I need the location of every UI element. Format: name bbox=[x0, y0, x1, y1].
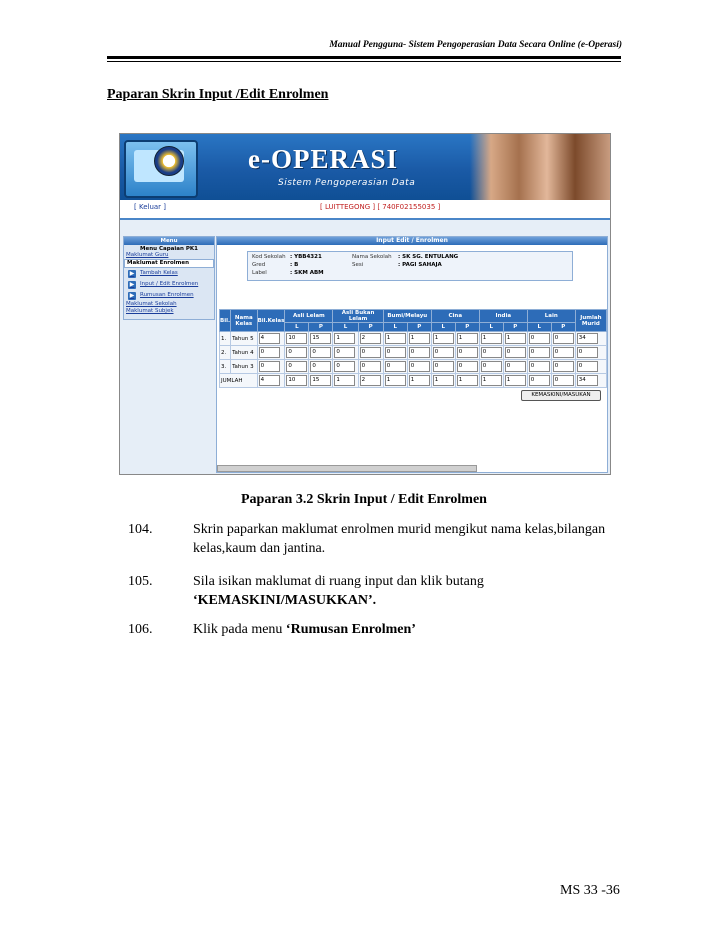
banner-photo bbox=[470, 134, 610, 200]
menu-capaian: Menu Capaian PK1 bbox=[140, 246, 198, 252]
total-value: 1 bbox=[505, 375, 526, 386]
col-bumi-melayu: Bumi/Melayu bbox=[383, 310, 431, 323]
enrolmen-input[interactable]: 0 bbox=[505, 361, 526, 372]
col-bil-kelas: Bil.Kelas bbox=[257, 310, 285, 332]
side-menu bbox=[123, 236, 215, 320]
cell-kelas: Tahun 4 bbox=[231, 346, 258, 360]
cell-kelas: Tahun 3 bbox=[231, 360, 258, 374]
menu-item-guru[interactable]: Maklumat Guru bbox=[126, 252, 169, 258]
enrolmen-input[interactable]: 0 bbox=[310, 361, 331, 372]
cell-bil: 1. bbox=[220, 332, 231, 346]
menu-sub-input-edit[interactable] bbox=[124, 279, 214, 290]
total-label: JUMLAH bbox=[220, 374, 258, 388]
enrolmen-input[interactable]: 0 bbox=[360, 347, 381, 358]
enrolmen-input[interactable]: 0 bbox=[433, 347, 454, 358]
input-cell bbox=[455, 374, 479, 388]
col-l: L bbox=[333, 323, 358, 332]
menu-item-sekolah[interactable]: Maklumat Sekolah bbox=[126, 301, 177, 307]
input-cell bbox=[527, 360, 551, 374]
enrolmen-input[interactable]: 0 bbox=[457, 361, 478, 372]
input-cell bbox=[257, 346, 285, 360]
enrolmen-input[interactable]: 0 bbox=[529, 333, 550, 344]
col-p: P bbox=[309, 323, 333, 332]
input-cell bbox=[358, 360, 383, 374]
label-value: : SKM ABM bbox=[290, 270, 324, 276]
gred-label: Gred bbox=[252, 262, 266, 268]
enrolmen-input[interactable]: 10 bbox=[286, 333, 307, 344]
step-text-bold: ‘Rumusan Enrolmen’ bbox=[285, 622, 416, 637]
col-l: L bbox=[285, 323, 309, 332]
table-row bbox=[220, 332, 607, 346]
enrolmen-input[interactable]: 34 bbox=[577, 333, 598, 344]
app-subtitle: Sistem Pengoperasian Data bbox=[278, 178, 416, 188]
input-cell bbox=[309, 332, 333, 346]
col-jumlah-murid: Jumlah Murid bbox=[575, 310, 606, 332]
input-cell bbox=[503, 346, 527, 360]
input-cell bbox=[431, 360, 455, 374]
input-cell bbox=[575, 332, 606, 346]
enrolmen-input[interactable]: 0 bbox=[334, 347, 355, 358]
enrolmen-panel bbox=[216, 236, 608, 473]
input-cell bbox=[383, 332, 407, 346]
gred-value: : B bbox=[290, 262, 299, 268]
col-asli-lelam: Asli Lelam bbox=[285, 310, 333, 323]
input-cell bbox=[551, 374, 575, 388]
input-cell bbox=[479, 374, 503, 388]
total-value: 2 bbox=[360, 375, 381, 386]
menu-sub-tambah-kelas[interactable] bbox=[124, 268, 214, 279]
input-cell bbox=[257, 374, 285, 388]
col-p: P bbox=[455, 323, 479, 332]
col-cina: Cina bbox=[431, 310, 479, 323]
cell-bil: 2. bbox=[220, 346, 231, 360]
cell-bil: 3. bbox=[220, 360, 231, 374]
cell-kelas: Tahun 5 bbox=[231, 332, 258, 346]
section-title: Paparan Skrin Input /Edit Enrolmen bbox=[107, 87, 329, 102]
input-cell bbox=[575, 360, 606, 374]
step-text: Skrin paparkan maklumat enrolmen murid mengikut nama kelas,bilangan bbox=[193, 522, 606, 537]
input-cell bbox=[285, 346, 309, 360]
enrolmen-input[interactable]: 4 bbox=[259, 333, 280, 344]
menu-item-subjek[interactable]: Maklumat Subjek bbox=[126, 308, 174, 314]
arrow-right-icon: ▶ bbox=[129, 280, 135, 288]
col-l: L bbox=[431, 323, 455, 332]
app-banner bbox=[120, 134, 610, 200]
col-asli-bukan-lelam: Asli Bukan Lelam bbox=[333, 310, 383, 323]
total-value: 10 bbox=[286, 375, 307, 386]
enrolmen-input[interactable]: 1 bbox=[409, 333, 430, 344]
enrolmen-input[interactable]: 1 bbox=[457, 333, 478, 344]
col-bil: Bil. bbox=[220, 310, 231, 332]
enrolmen-input[interactable]: 0 bbox=[385, 361, 406, 372]
total-value: 1 bbox=[334, 375, 355, 386]
figure-caption: Paparan 3.2 Skrin Input / Edit Enrolmen bbox=[241, 492, 487, 507]
table-row bbox=[220, 346, 607, 360]
input-cell bbox=[503, 332, 527, 346]
input-cell bbox=[333, 360, 358, 374]
sesi-value: : PAGI SAHAJA bbox=[398, 262, 442, 268]
emblem-icon bbox=[154, 146, 184, 176]
input-cell bbox=[257, 360, 285, 374]
kemaskini-button[interactable]: KEMASKINI/MASUKAN bbox=[521, 390, 601, 401]
enrolmen-input[interactable]: 1 bbox=[334, 333, 355, 344]
enrolmen-input[interactable]: 0 bbox=[481, 361, 502, 372]
input-cell bbox=[358, 346, 383, 360]
step-text bbox=[193, 620, 416, 639]
menu-item-enrolmen[interactable]: Maklumat Enrolmen bbox=[124, 259, 214, 268]
input-cell bbox=[479, 360, 503, 374]
input-cell bbox=[333, 346, 358, 360]
menu-sub-label: Tambah Kelas bbox=[140, 270, 178, 276]
total-value: 1 bbox=[433, 375, 454, 386]
input-cell bbox=[527, 346, 551, 360]
page-number: MS 33 -36 bbox=[560, 883, 620, 898]
col-l: L bbox=[527, 323, 551, 332]
input-cell bbox=[257, 332, 285, 346]
enrolmen-input[interactable]: 0 bbox=[553, 347, 574, 358]
input-cell bbox=[479, 332, 503, 346]
col-nama-kelas: Nama Kelas bbox=[231, 310, 258, 332]
step-number: 106. bbox=[128, 622, 153, 637]
step-text-plain: Klik pada menu bbox=[193, 622, 286, 637]
step-text: Sila isikan maklumat di ruang input dan klik butang bbox=[193, 574, 484, 589]
header-rule-thin bbox=[107, 61, 621, 62]
col-lain: Lain bbox=[527, 310, 575, 323]
logout-link[interactable]: [ Keluar ] bbox=[134, 203, 167, 211]
col-p: P bbox=[407, 323, 431, 332]
horizontal-scrollbar[interactable] bbox=[217, 465, 477, 472]
total-value: 0 bbox=[529, 375, 550, 386]
input-cell bbox=[431, 332, 455, 346]
total-value: 1 bbox=[457, 375, 478, 386]
input-cell bbox=[503, 360, 527, 374]
step-text: kelas,kaum dan jantina. bbox=[193, 541, 326, 556]
total-value: 1 bbox=[481, 375, 502, 386]
menu-sub-label: Rumusan Enrolmen bbox=[140, 292, 194, 298]
col-p: P bbox=[358, 323, 383, 332]
total-value: 15 bbox=[310, 375, 331, 386]
input-cell bbox=[455, 346, 479, 360]
input-cell bbox=[407, 374, 431, 388]
school-info-box bbox=[247, 251, 573, 281]
enrolmen-input[interactable]: 0 bbox=[481, 347, 502, 358]
label-label: Label bbox=[252, 270, 267, 276]
enrolmen-input[interactable]: 0 bbox=[529, 361, 550, 372]
input-cell bbox=[358, 374, 383, 388]
app-title: e-OPERASI bbox=[248, 144, 398, 174]
step-number: 104. bbox=[128, 522, 153, 537]
input-cell bbox=[455, 360, 479, 374]
kod-value: : YBB4321 bbox=[290, 254, 322, 260]
nama-value: : SK SG. ENTULANG bbox=[398, 254, 459, 260]
input-cell bbox=[431, 346, 455, 360]
input-cell bbox=[479, 346, 503, 360]
input-cell bbox=[285, 360, 309, 374]
enrolmen-input[interactable]: 0 bbox=[360, 361, 381, 372]
input-cell bbox=[575, 374, 606, 388]
input-cell bbox=[407, 346, 431, 360]
input-cell bbox=[551, 346, 575, 360]
input-cell bbox=[333, 332, 358, 346]
enrolmen-input[interactable]: 1 bbox=[385, 333, 406, 344]
input-cell bbox=[309, 374, 333, 388]
table-row bbox=[220, 360, 607, 374]
input-cell bbox=[575, 346, 606, 360]
input-cell bbox=[527, 374, 551, 388]
input-cell bbox=[503, 374, 527, 388]
input-cell bbox=[285, 374, 309, 388]
enrolmen-input[interactable]: 0 bbox=[385, 347, 406, 358]
enrolmen-input[interactable]: 0 bbox=[286, 347, 307, 358]
enrolmen-input[interactable]: 15 bbox=[310, 333, 331, 344]
enrolmen-input[interactable]: 1 bbox=[505, 333, 526, 344]
school-id-label: [ LUITTEGONG ] [ 740F02155035 ] bbox=[320, 203, 441, 211]
enrolmen-input[interactable]: 0 bbox=[259, 347, 280, 358]
enrolmen-input[interactable]: 0 bbox=[433, 361, 454, 372]
running-header: Manual Pengguna- Sistem Pengoperasian Data Secara Online (e-Operasi) bbox=[329, 40, 622, 50]
input-cell bbox=[431, 374, 455, 388]
col-p: P bbox=[551, 323, 575, 332]
input-cell bbox=[383, 346, 407, 360]
top-bar bbox=[120, 200, 610, 220]
enrolmen-input[interactable]: 0 bbox=[409, 347, 430, 358]
input-cell bbox=[333, 374, 358, 388]
input-cell bbox=[407, 360, 431, 374]
input-cell bbox=[383, 374, 407, 388]
sesi-label: Sesi bbox=[352, 262, 364, 268]
input-cell bbox=[309, 346, 333, 360]
enrolmen-input[interactable]: 0 bbox=[409, 361, 430, 372]
input-cell bbox=[309, 360, 333, 374]
header-rule-thick bbox=[107, 56, 621, 59]
kod-label: Kod Sekolah bbox=[252, 254, 286, 260]
input-cell bbox=[383, 360, 407, 374]
enrolmen-input[interactable]: 0 bbox=[334, 361, 355, 372]
panel-title: Input Edit / Enrolmen bbox=[217, 237, 607, 245]
enrolmen-input[interactable]: 0 bbox=[553, 333, 574, 344]
total-value: 1 bbox=[409, 375, 430, 386]
input-cell bbox=[527, 332, 551, 346]
menu-header: Menu bbox=[124, 237, 214, 245]
input-cell bbox=[551, 332, 575, 346]
menu-sub-rumusan[interactable] bbox=[124, 290, 214, 301]
input-cell bbox=[551, 360, 575, 374]
enrolmen-input[interactable]: 0 bbox=[577, 361, 598, 372]
enrolmen-input[interactable]: 0 bbox=[505, 347, 526, 358]
menu-sub-label: Input / Edit Enrolmen bbox=[140, 281, 199, 287]
enrolmen-table bbox=[219, 309, 607, 388]
total-row bbox=[220, 374, 607, 388]
nama-label: Nama Sekolah bbox=[352, 254, 392, 260]
input-cell bbox=[455, 332, 479, 346]
arrow-right-icon: ▶ bbox=[129, 269, 135, 277]
input-cell bbox=[407, 332, 431, 346]
col-p: P bbox=[503, 323, 527, 332]
app-screenshot bbox=[119, 133, 611, 475]
step-number: 105. bbox=[128, 574, 153, 589]
total-value: 4 bbox=[259, 375, 280, 386]
col-l: L bbox=[479, 323, 503, 332]
enrolmen-input[interactable]: 0 bbox=[259, 361, 280, 372]
enrolmen-input[interactable]: 0 bbox=[577, 347, 598, 358]
enrolmen-input[interactable]: 1 bbox=[481, 333, 502, 344]
enrolmen-input[interactable]: 0 bbox=[457, 347, 478, 358]
total-value: 34 bbox=[577, 375, 598, 386]
step-text: ‘KEMASKINI/MASUKKAN’. bbox=[193, 593, 377, 608]
total-value: 0 bbox=[553, 375, 574, 386]
enrolmen-input[interactable]: 0 bbox=[310, 347, 331, 358]
total-value: 1 bbox=[385, 375, 406, 386]
col-l: L bbox=[383, 323, 407, 332]
enrolmen-input[interactable]: 0 bbox=[286, 361, 307, 372]
arrow-right-icon: ▶ bbox=[129, 291, 135, 299]
enrolmen-input[interactable]: 1 bbox=[433, 333, 454, 344]
enrolmen-input[interactable]: 2 bbox=[360, 333, 381, 344]
enrolmen-input[interactable]: 0 bbox=[529, 347, 550, 358]
input-cell bbox=[358, 332, 383, 346]
col-india: India bbox=[479, 310, 527, 323]
input-cell bbox=[285, 332, 309, 346]
enrolmen-input[interactable]: 0 bbox=[553, 361, 574, 372]
